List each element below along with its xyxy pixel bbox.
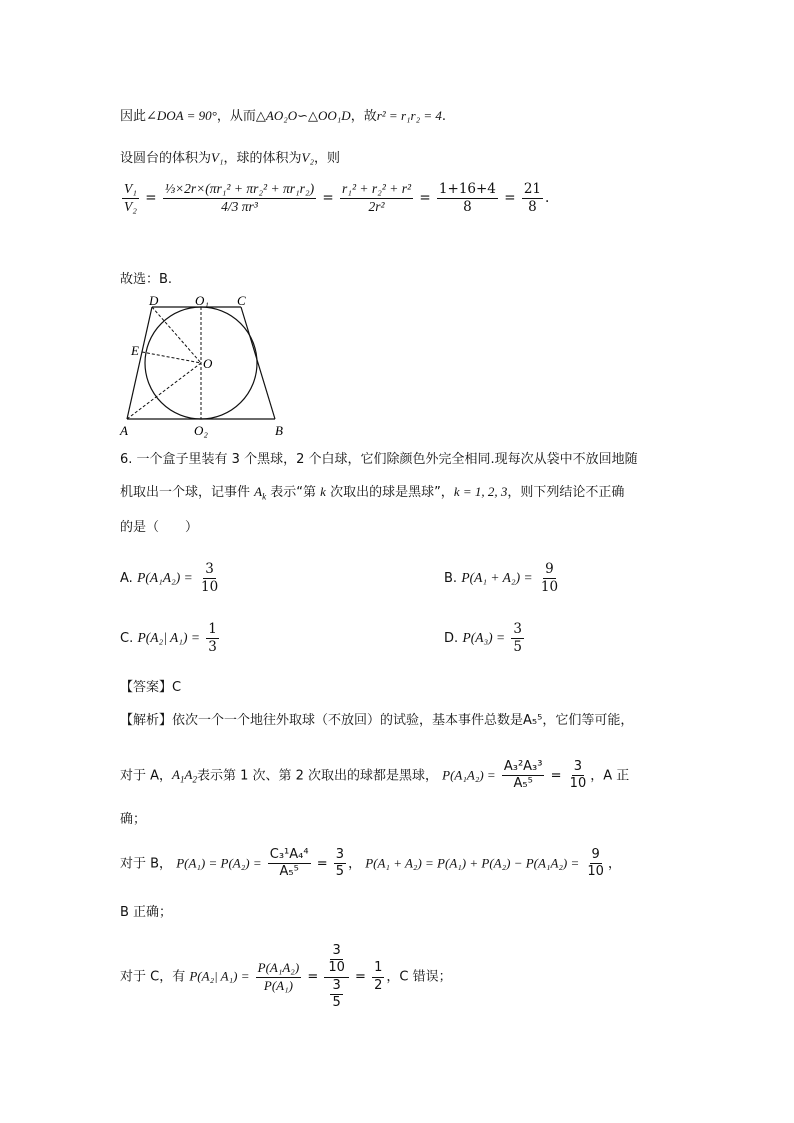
label-c: C [237,293,246,308]
q6-line1: 6. 一个盒子里装有 3 个黑球，2 个白球，它们除颜色外完全相同.现每次从袋中不放回地随 [120,452,638,467]
frustum-sphere-figure [115,292,295,442]
choose-b: 故选：B. [120,272,173,287]
line-volume-definitions: 设圆台的体积为V₁，球的体积为V₂，则 [120,150,340,166]
ratio-numeric: $\frac{1+16+4}{8}$ [438,181,496,215]
line-conclusion-angle: 因此∠DOA = 90°，从而△AO₂O∽△OO₁D，故r² = r₁r₂ = 4. [120,108,447,124]
ratio-radius-expression: $\frac{\text{r₁² + r₂² + r²}}{\text{2r²}}$ [342,181,412,214]
edge-ad [127,307,152,419]
label-e: E [131,343,139,358]
ratio-volume-expression: $\frac{\text{⅓×2r×(πr₁² + πr₂² + πr₁r₂)}}{\text{4/3 πr³}}$ [164,181,315,214]
label-d: D [149,293,159,308]
analysis-for-b: 对于 B， P(A₁) = P(A₂) = $\frac{\text{C₃¹A₄⁴}}{\text{A₅⁵}}$ = $\frac{3}{5}$ ， P(A₁ + A₂) = P(A₁) + P(A₂) − P(A₁A₂) = $\frac{9}{10}$ ， [120,847,621,880]
option-a[interactable]: A. P(A₁A₂) = $\frac{3}{10}$ [120,561,219,595]
dash-od [152,307,201,363]
ratio-result: $\frac{21}{8}$ [523,181,541,215]
analysis-head: 【解析】依次一个一个地往外取球（不放回）的试验，基本事件总数是A₅⁵，它们等可能， [120,713,634,728]
volume-ratio-formula: $\frac{\text{V₁}}{\text{V₂}}$ = $\frac{\text{⅓×2r×(πr₁² + πr₂² + πr₁r₂)}}{\text{4/3 πr³}}$ = $\frac{\text{r₁² + r₂² + r²}}{\text{2r²}}$ = $\frac{1+16+4}{8}$ = $\frac{21}{8}$ . [124,181,550,215]
option-d[interactable]: D. P(A₃) = $\frac{3}{5}$ [444,621,523,655]
option-b[interactable]: B. P(A₁ + A₂) = $\frac{9}{10}$ [444,561,559,595]
q6-line3: 的是（ ） [120,520,199,535]
compound-fraction: $\frac{\frac{3}{10}}{\frac{3}{5}}$ [324,944,349,1010]
analysis-for-c: 对于 C，有 P(A₂| A₁) = $\frac{\text{P(A₁A₂)}}{\text{P(A₁)}}$ = $\frac{\frac{3}{10}}{\frac{3}{5}}$ = $\frac{1}{2}$ ，C 错误； [120,943,452,1010]
label-b: B [275,423,283,438]
answer: 【答案】C [120,680,182,695]
label-o1: O₁ [195,293,209,308]
analysis-for-b-cont: B 正确； [120,905,173,920]
analysis-for-a: 对于 A，$A_1A_2$表示第 1 次、第 2 次取出的球都是黑球， P(A₁A₂) = $\frac{\text{A₃²A₃³}}{\text{A₅⁵}}$ = $\frac{3}{10}$ ，A 正 [120,759,630,792]
edge-bc [241,307,275,419]
q6-line2: 机取出一个球，记事件 $A_k$ 表示“第 k 次取出的球是黑球”，k = 1, 2, 3，则下列结论不正确 [120,484,625,502]
label-o: O [203,356,213,371]
label-a: A [120,423,128,438]
label-o2: O₂ [194,423,208,438]
analysis-for-a-cont: 确； [120,812,147,827]
dash-oe [142,352,201,363]
option-c[interactable]: C. P(A₂| A₁) = $\frac{1}{3}$ [120,621,217,655]
ratio-v1-v2: $\frac{\text{V₁}}{\text{V₂}}$ [124,181,137,214]
